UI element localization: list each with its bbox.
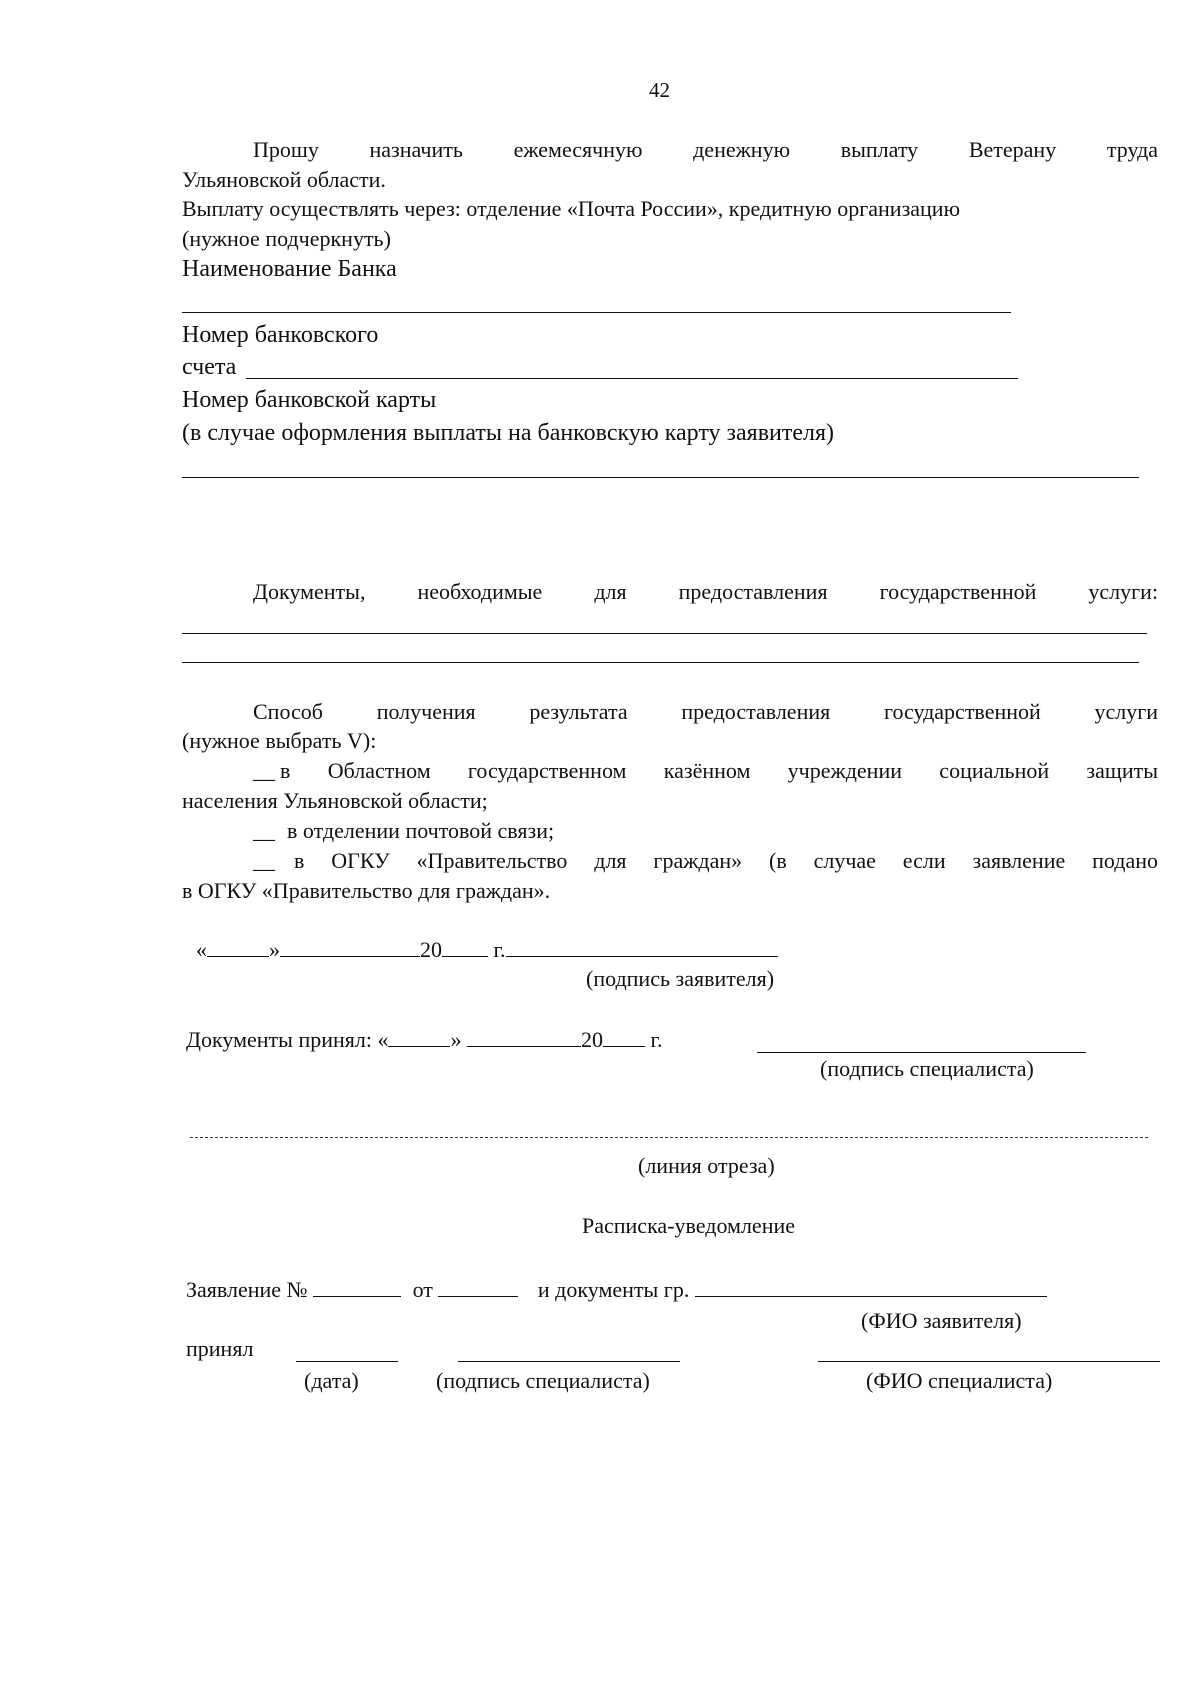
account-label-1: Номер банковского xyxy=(182,322,379,348)
page-number: 42 xyxy=(649,78,670,102)
result-method-word: получения xyxy=(376,699,476,724)
applicant-fio-field[interactable] xyxy=(695,1278,1047,1297)
cut-line xyxy=(190,1137,1148,1138)
year-suffix: г. xyxy=(493,937,506,962)
option-1-line-2: населения Ульяновской области; xyxy=(182,788,488,813)
year-prefix: 20 xyxy=(580,1027,603,1052)
year-suffix: г. xyxy=(650,1027,663,1052)
applicant-date-row xyxy=(196,936,778,965)
applicant-year-field[interactable] xyxy=(442,938,488,957)
option-3-marker[interactable]: __ xyxy=(253,848,275,873)
documents-word: предоставления xyxy=(678,579,828,604)
request-word: ежемесячную xyxy=(513,137,643,162)
result-method-word: услуги xyxy=(1094,699,1159,724)
result-method-line-2: (нужное выбрать V): xyxy=(182,728,377,753)
card-note: (в случае оформления выплаты на банковскую карту заявителя) xyxy=(182,420,835,446)
receipt-title: Расписка-уведомление xyxy=(582,1213,796,1238)
result-method-word: предоставления xyxy=(681,699,831,724)
option-2-text: в отделении почтовой связи; xyxy=(287,818,555,843)
account-number-field[interactable] xyxy=(246,378,1018,379)
accepted-label: Документы принял: « xyxy=(186,1027,389,1052)
applicant-signature-field[interactable] xyxy=(506,938,778,957)
request-line-1 xyxy=(253,136,1158,165)
documents-label-line xyxy=(253,578,1158,607)
year-prefix: 20 xyxy=(420,937,442,962)
option-2-marker[interactable]: __ xyxy=(253,818,275,843)
accepted-year-field[interactable] xyxy=(603,1028,645,1047)
result-method-line-1 xyxy=(253,698,1158,727)
close-quote: » xyxy=(269,937,280,962)
result-method-word: Способ xyxy=(253,699,323,724)
applicant-day-field[interactable] xyxy=(207,938,269,957)
card-number-field[interactable] xyxy=(182,477,1139,478)
fio-applicant-caption: (ФИО заявителя) xyxy=(861,1308,1022,1333)
specialist-fio-caption: (ФИО специалиста) xyxy=(866,1368,1053,1393)
specialist-signature-caption: (подпись специалиста) xyxy=(436,1368,650,1393)
card-label: Номер банковской карты xyxy=(182,387,437,413)
request-word: назначить xyxy=(369,137,463,162)
option-3-line-2: в ОГКУ «Правительство для граждан». xyxy=(182,878,551,903)
application-number-field[interactable] xyxy=(313,1278,401,1297)
result-method-word: результата xyxy=(529,699,628,724)
request-word: Ветерану xyxy=(968,137,1057,162)
request-word: денежную xyxy=(693,137,791,162)
payout-underline-note: (нужное подчеркнуть) xyxy=(182,226,391,251)
documents-word: Документы, xyxy=(253,579,366,604)
receipt-specialist-signature-field[interactable] xyxy=(458,1361,680,1362)
documents-word: услуги: xyxy=(1088,579,1159,604)
bank-name-label: Наименование Банка xyxy=(182,256,397,282)
date-caption: (дата) xyxy=(304,1368,359,1393)
accepted-month-field[interactable] xyxy=(467,1028,581,1047)
accepted-signature-caption: (подпись специалиста) xyxy=(820,1056,1034,1081)
request-word: труда xyxy=(1106,137,1159,162)
accepted-signature-field[interactable] xyxy=(757,1052,1086,1053)
docs-label: и документы гр. xyxy=(537,1277,690,1302)
application-date-field[interactable] xyxy=(438,1278,518,1297)
accepted-row xyxy=(186,1026,663,1055)
accepted-day-field[interactable] xyxy=(388,1028,450,1047)
receipt-specialist-fio-field[interactable] xyxy=(818,1361,1160,1362)
applicant-month-field[interactable] xyxy=(280,938,420,957)
payout-method-line: Выплату осуществлять через: отделение «Почта России», кредитную организацию xyxy=(182,196,961,221)
documents-word: государственной xyxy=(879,579,1037,604)
option-1-marker[interactable]: __ xyxy=(253,758,275,783)
applicant-signature-caption: (подпись заявителя) xyxy=(586,966,775,991)
open-quote: « xyxy=(196,937,207,962)
request-line-2: Ульяновской области. xyxy=(182,167,386,192)
request-word: выплату xyxy=(840,137,919,162)
bank-name-field[interactable] xyxy=(182,312,1011,313)
accepted-by-label: принял xyxy=(186,1336,254,1361)
request-word: Прошу xyxy=(253,137,319,162)
option-3-line-1: в ОГКУ «Правительство для граждан» (в случае если заявление подано xyxy=(294,848,1158,873)
option-1-line-1: в Областном государственном казённом учреждении социальной защиты xyxy=(280,758,1158,783)
result-method-word: государственной xyxy=(883,699,1041,724)
receipt-application-row xyxy=(186,1276,1047,1305)
cut-line-caption: (линия отреза) xyxy=(638,1153,775,1178)
account-label-2: счета xyxy=(182,354,237,380)
from-label: от xyxy=(412,1277,433,1302)
receipt-date-field[interactable] xyxy=(296,1361,398,1362)
documents-field-2[interactable] xyxy=(182,662,1139,663)
close-quote: » xyxy=(450,1027,462,1052)
documents-word: необходимые xyxy=(417,579,543,604)
application-number-label: Заявление № xyxy=(186,1277,308,1302)
documents-word: для xyxy=(594,579,627,604)
documents-field-1[interactable] xyxy=(182,633,1147,634)
